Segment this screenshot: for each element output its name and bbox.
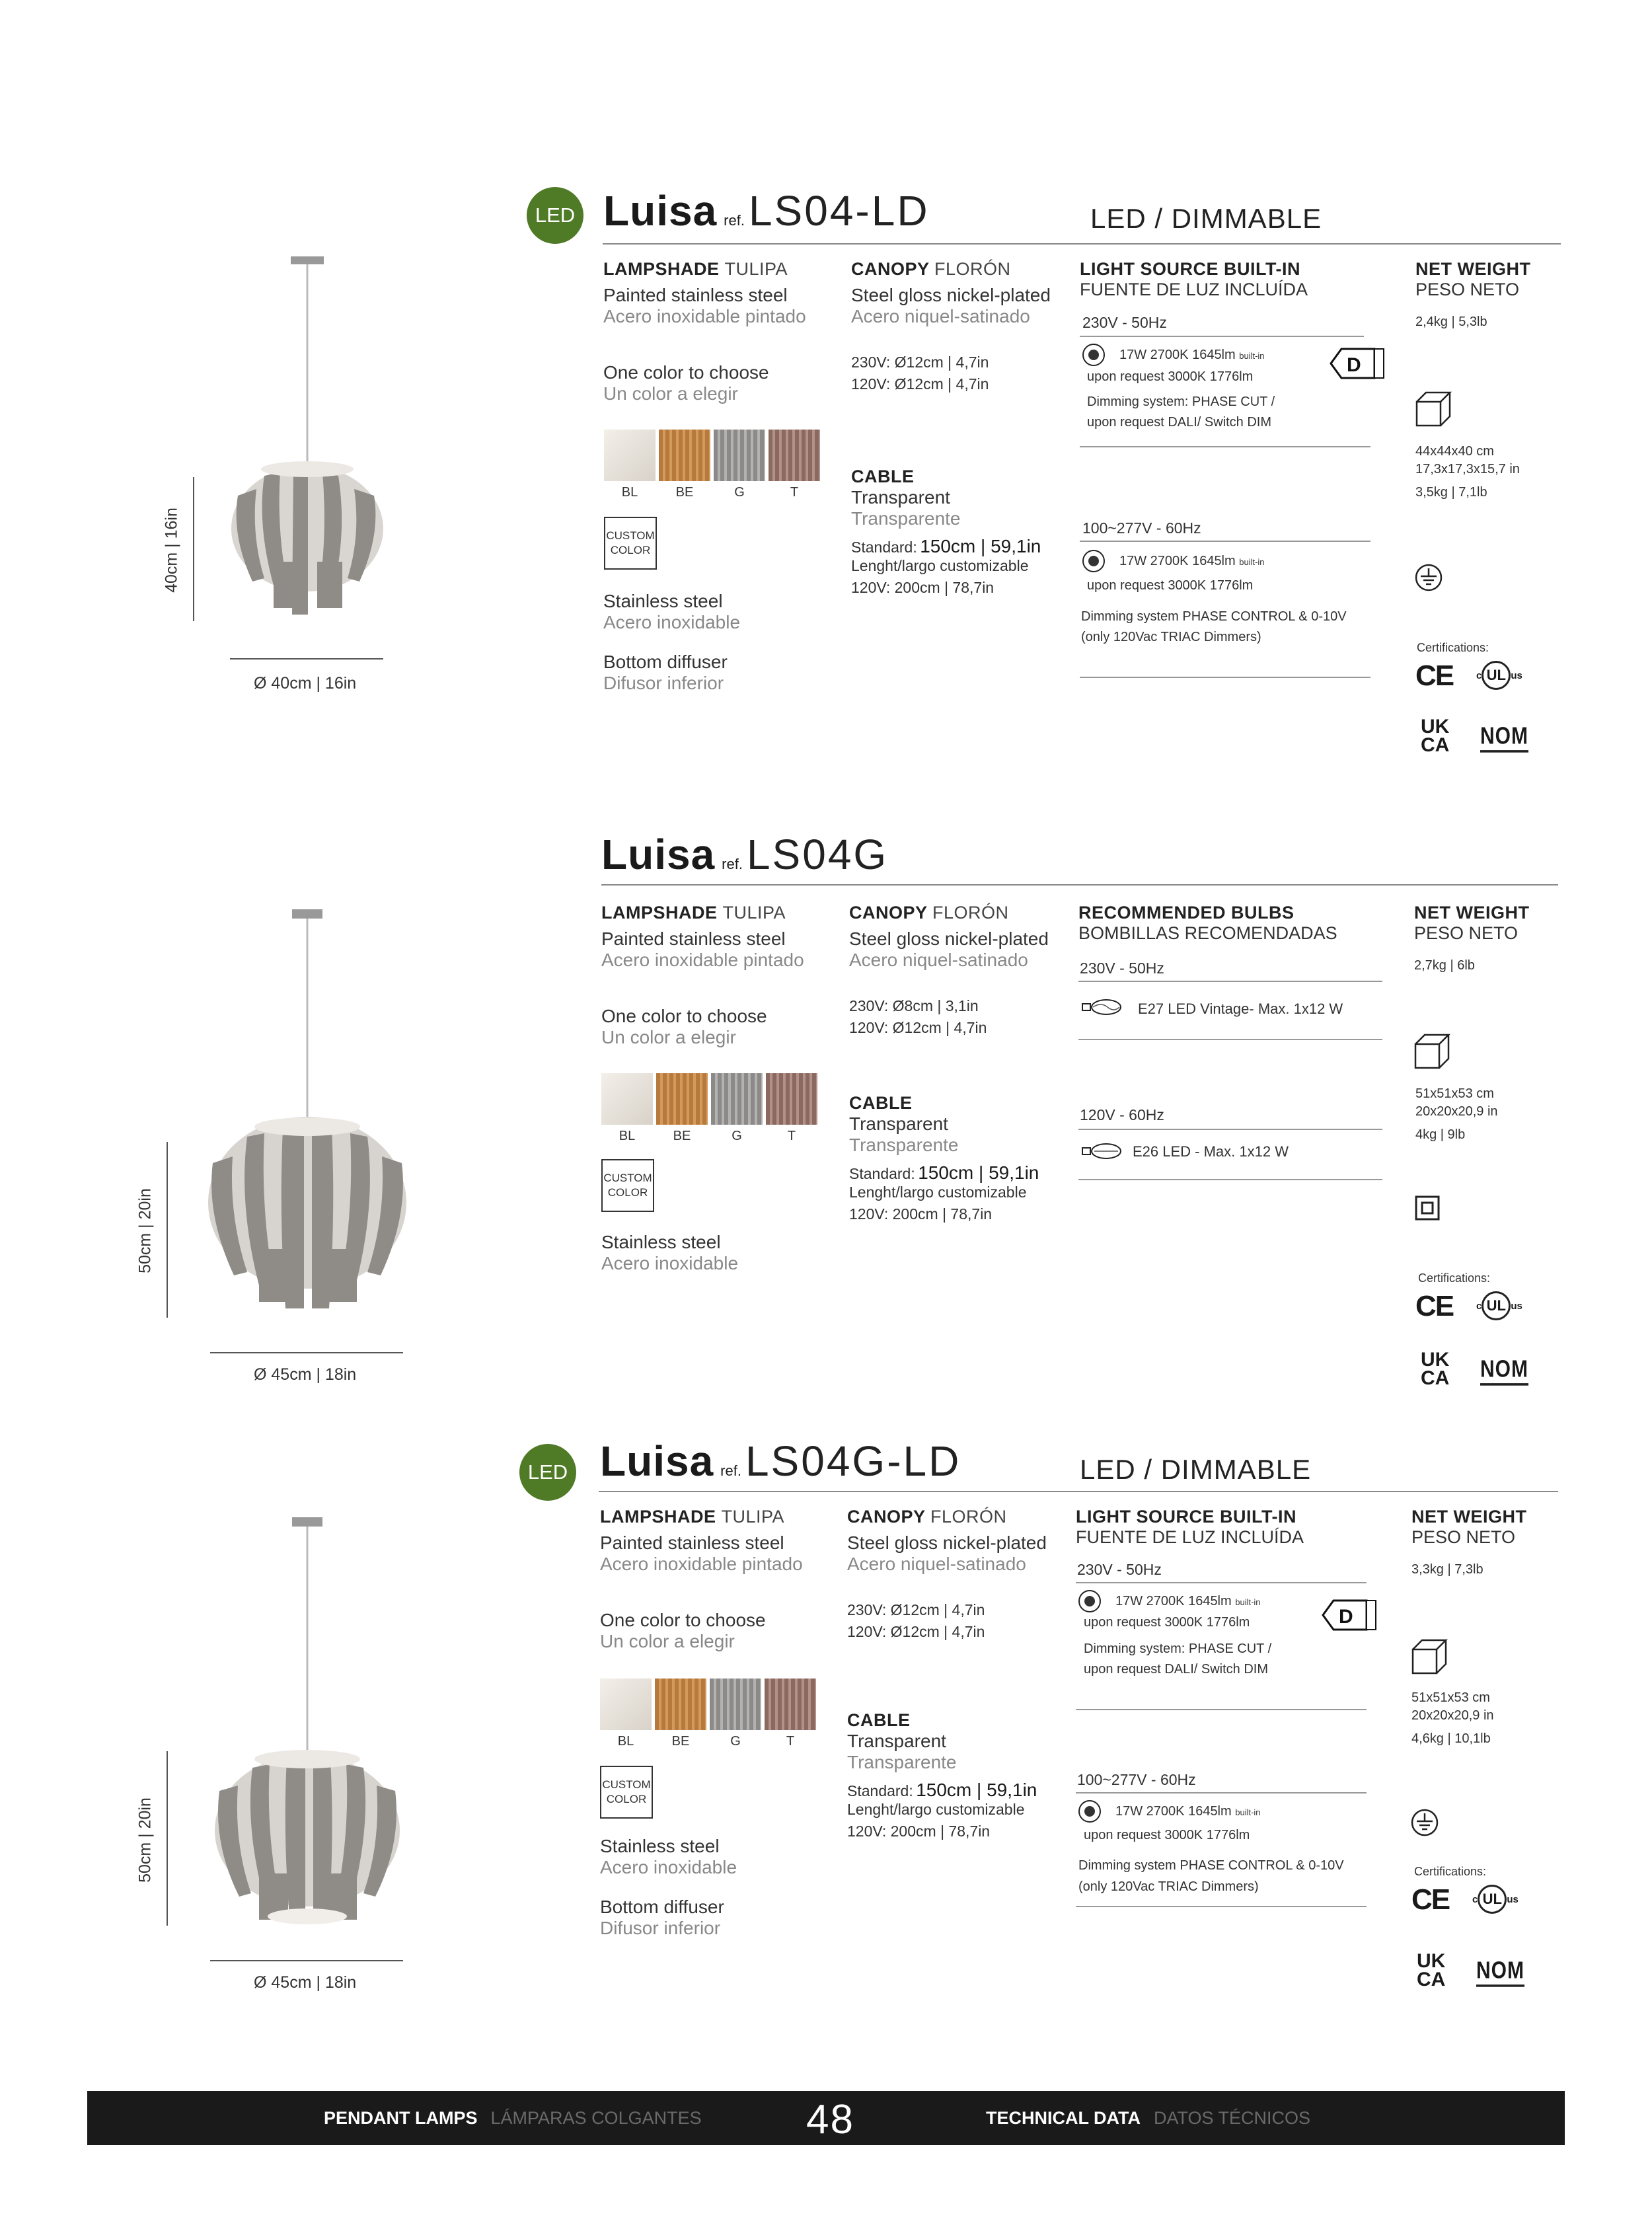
- lamp-photo-ls04-ld: [225, 251, 396, 634]
- v2-dimming-2: (only 120Vac TRIAC Dimmers): [1081, 630, 1261, 644]
- cert-label: Certifications:: [1418, 1271, 1491, 1285]
- net-weight-heading-es: PESO NETO: [1414, 923, 1519, 943]
- ul-mark-icon: c UL us: [1476, 661, 1522, 690]
- v2-specs: 17W 2700K 1645lm built-in: [1119, 554, 1265, 568]
- v1-dimming-2: upon request DALI/ Switch DIM: [1087, 415, 1272, 430]
- cable-standard: Standard: 150cm | 59,1in: [849, 1162, 1039, 1183]
- canopy-material-es: Acero niquel-satinado: [847, 1554, 1026, 1574]
- product-title: [603, 186, 930, 235]
- source-rule: [1078, 1179, 1382, 1180]
- swatch-t[interactable]: [769, 430, 820, 481]
- diameter-dim: Ø 45cm | 18in: [254, 1973, 357, 1992]
- led-dimmable-tag: LED / DIMMABLE: [1080, 1454, 1312, 1485]
- box-size-in: 20x20x20,9 in: [1415, 1104, 1498, 1119]
- ce-mark-icon: CE: [1415, 1290, 1454, 1322]
- v1-dimming: Dimming system: PHASE CUT /: [1084, 1642, 1272, 1656]
- swatch-label: BE: [673, 1129, 691, 1143]
- box-icon: [1410, 1638, 1448, 1676]
- cable-material-es: Transparente: [849, 1135, 959, 1155]
- height-dim: 50cm | 20in: [135, 1797, 155, 1883]
- height-dim-line: [167, 1142, 168, 1318]
- voltage-230: 230V - 50Hz: [1082, 314, 1167, 331]
- lampshade-heading: LAMPSHADE TULIPA: [601, 903, 786, 923]
- voltage-rule: [1080, 541, 1370, 542]
- swatch-bl[interactable]: [601, 1073, 653, 1125]
- lampshade-material: Painted stainless steel: [601, 928, 786, 949]
- v2-specs: 17W 2700K 1645lm built-in: [1115, 1804, 1261, 1819]
- cable-120: 120V: 200cm | 78,7in: [849, 1205, 993, 1223]
- net-weight-heading-es: PESO NETO: [1415, 280, 1520, 299]
- canopy-120: 120V: Ø12cm | 4,7in: [847, 1623, 985, 1640]
- steel-label: Stainless steel: [603, 591, 723, 611]
- cable-standard: Standard: 150cm | 59,1in: [851, 536, 1041, 556]
- swatch-g[interactable]: [714, 430, 765, 481]
- nom-mark-icon: NOM: [1476, 1957, 1524, 1986]
- cable-heading: CABLE: [849, 1093, 913, 1113]
- net-weight: 3,3kg | 7,3lb: [1411, 1562, 1483, 1577]
- source-rule: [1078, 1039, 1382, 1040]
- cable-material: Transparent: [849, 1114, 948, 1134]
- swatch-be[interactable]: [659, 430, 710, 481]
- cable-material: Transparent: [847, 1731, 946, 1751]
- light-source-heading: LIGHT SOURCE BUILT-IN: [1080, 259, 1300, 279]
- ref-label: ref.: [722, 856, 743, 872]
- vintage-bulb-icon: [1081, 998, 1123, 1016]
- custom-color-box[interactable]: CUSTOM COLOR: [601, 1159, 654, 1212]
- voltage-rule: [1080, 336, 1364, 337]
- canopy-120: 120V: Ø12cm | 4,7in: [851, 375, 989, 393]
- color-choice-es: Un color a elegir: [603, 383, 738, 404]
- swatch-label: T: [790, 485, 799, 500]
- canopy-230: 230V: Ø8cm | 3,1in: [849, 997, 979, 1014]
- ul-mark-icon: c UL us: [1476, 1291, 1522, 1320]
- swatch-t[interactable]: [765, 1679, 816, 1730]
- net-weight-heading: NET WEIGHT: [1415, 259, 1531, 279]
- cable-material: Transparent: [851, 487, 950, 508]
- ul-mark-icon: c UL us: [1472, 1885, 1519, 1914]
- net-weight-heading: NET WEIGHT: [1414, 903, 1530, 923]
- custom-color-box[interactable]: CUSTOM COLOR: [604, 517, 657, 570]
- diameter-dim-line: [230, 658, 383, 660]
- diameter-dim-line: [210, 1352, 403, 1353]
- swatch-g[interactable]: [710, 1679, 761, 1730]
- color-choice: One color to choose: [600, 1610, 766, 1630]
- swatch-label: BL: [617, 1734, 634, 1749]
- title-rule: [599, 1491, 1558, 1492]
- steel-label-es: Acero inoxidable: [600, 1857, 737, 1877]
- swatch-be[interactable]: [655, 1679, 706, 1730]
- light-source-heading-es: FUENTE DE LUZ INCLUÍDA: [1076, 1527, 1304, 1547]
- lampshade-material-es: Acero inoxidable pintado: [601, 950, 804, 970]
- recommended-bulbs-heading-es: BOMBILLAS RECOMENDADAS: [1078, 923, 1337, 943]
- diameter-dim: Ø 45cm | 18in: [254, 1365, 357, 1384]
- footer-section-right[interactable]: TECHNICAL DATA DATOS TÉCNICOS: [986, 2108, 1311, 2128]
- box-size-in: 17,3x17,3x15,7 in: [1415, 462, 1520, 476]
- lampshade-material: Painted stainless steel: [603, 285, 788, 305]
- canopy-heading: CANOPY FLORÓN: [849, 903, 1009, 923]
- canopy-230: 230V: Ø12cm | 4,7in: [851, 354, 989, 371]
- canopy-material: Steel gloss nickel-plated: [851, 285, 1051, 305]
- cable-standard: Standard: 150cm | 59,1in: [847, 1780, 1037, 1800]
- diameter-dim-line: [210, 1960, 403, 1961]
- canopy-heading: CANOPY FLORÓN: [851, 259, 1011, 279]
- ukca-mark-icon: UK CA: [1421, 1349, 1450, 1389]
- steel-label-es: Acero inoxidable: [603, 612, 741, 632]
- nom-mark-icon: NOM: [1480, 1356, 1528, 1385]
- v2-request: upon request 3000K 1776lm: [1087, 578, 1254, 593]
- led-source-icon: [1078, 1590, 1101, 1612]
- net-weight-heading: NET WEIGHT: [1411, 1507, 1527, 1527]
- color-choice: One color to choose: [603, 362, 769, 383]
- net-weight: 2,4kg | 5,3lb: [1415, 315, 1487, 329]
- lamp-photo-ls04g-ld: [198, 1513, 416, 1936]
- diffuser-label: Bottom diffuser: [600, 1897, 724, 1917]
- bulb-230: E27 LED Vintage- Max. 1x12 W: [1138, 1000, 1343, 1017]
- color-choice-es: Un color a elegir: [600, 1631, 735, 1651]
- swatch-be[interactable]: [656, 1073, 708, 1125]
- canopy-material-es: Acero niquel-satinado: [849, 950, 1028, 970]
- canopy-120: 120V: Ø12cm | 4,7in: [849, 1019, 987, 1036]
- canopy-230: 230V: Ø12cm | 4,7in: [847, 1601, 985, 1618]
- voltage-rule: [1076, 1792, 1367, 1793]
- net-weight: 2,7kg | 6lb: [1414, 958, 1475, 973]
- voltage-rule: [1076, 1582, 1367, 1583]
- page-number: 48: [806, 2097, 854, 2142]
- footer-section-left[interactable]: PENDANT LAMPS LÁMPARAS COLGANTES: [324, 2108, 702, 2128]
- source-rule: [1080, 677, 1370, 678]
- v2-request: upon request 3000K 1776lm: [1084, 1828, 1250, 1842]
- cable-custom: Lenght/largo customizable: [851, 557, 1029, 574]
- lampshade-material: Painted stainless steel: [600, 1532, 784, 1553]
- lampshade-heading: LAMPSHADE TULIPA: [600, 1507, 785, 1527]
- canopy-material-es: Acero niquel-satinado: [851, 306, 1030, 326]
- color-choice-es: Un color a elegir: [601, 1027, 736, 1047]
- height-dim: 50cm | 20in: [135, 1188, 155, 1273]
- v1-specs: 17W 2700K 1645lm built-in: [1119, 348, 1265, 362]
- cable-heading: CABLE: [851, 467, 915, 486]
- v1-request: upon request 3000K 1776lm: [1087, 369, 1254, 384]
- v2-dimming: Dimming system PHASE CONTROL & 0-10V: [1078, 1858, 1344, 1873]
- swatch-t[interactable]: [766, 1073, 817, 1125]
- swatch-label: BL: [621, 485, 638, 500]
- earth-ground-icon: [1414, 563, 1443, 592]
- led-source-icon: [1082, 344, 1105, 366]
- cable-custom: Lenght/largo customizable: [847, 1801, 1025, 1818]
- steel-label: Stainless steel: [601, 1232, 721, 1252]
- lampshade-material-es: Acero inoxidable pintado: [600, 1554, 803, 1574]
- swatch-label: BE: [671, 1734, 690, 1749]
- color-choice: One color to choose: [601, 1006, 767, 1026]
- source-rule: [1076, 1906, 1367, 1907]
- v1-specs: 17W 2700K 1645lm built-in: [1115, 1594, 1261, 1608]
- cert-label: Certifications:: [1414, 1865, 1487, 1878]
- led-source-icon: [1082, 550, 1105, 572]
- source-rule: [1080, 446, 1370, 447]
- cable-heading: CABLE: [847, 1710, 911, 1730]
- footer-bar: [87, 2091, 1565, 2145]
- bulb-120: E26 LED - Max. 1x12 W: [1133, 1143, 1289, 1160]
- product-title: [600, 1437, 961, 1486]
- v1-request: upon request 3000K 1776lm: [1084, 1615, 1250, 1630]
- diffuser-label: Bottom diffuser: [603, 652, 728, 672]
- voltage-277: 100~277V - 60Hz: [1077, 1771, 1196, 1788]
- box-weight: 4,6kg | 10,1lb: [1411, 1731, 1491, 1746]
- box-weight: 3,5kg | 7,1lb: [1415, 485, 1487, 500]
- voltage-230: 230V - 50Hz: [1080, 960, 1164, 977]
- energy-label-icon: [1328, 345, 1386, 382]
- voltage-rule: [1078, 981, 1382, 982]
- cable-material-es: Transparente: [847, 1752, 957, 1772]
- double-insulation-icon: [1414, 1195, 1441, 1221]
- source-rule: [1076, 1709, 1367, 1710]
- height-dim-line: [167, 1751, 168, 1926]
- diameter-dim: Ø 40cm | 16in: [254, 674, 357, 693]
- ce-mark-icon: CE: [1411, 1883, 1450, 1916]
- swatch-label: T: [787, 1129, 796, 1143]
- box-size-cm: 51x51x53 cm: [1415, 1086, 1494, 1101]
- ukca-mark-icon: UK CA: [1421, 716, 1450, 756]
- product-code: LS04-LD: [748, 187, 930, 235]
- svg-text:D: D: [1347, 354, 1361, 376]
- led-source-icon: [1078, 1800, 1101, 1823]
- diffuser-label-es: Difusor inferior: [600, 1918, 721, 1938]
- swatch-g[interactable]: [711, 1073, 763, 1125]
- cert-label: Certifications:: [1417, 641, 1489, 654]
- voltage-277: 100~277V - 60Hz: [1082, 519, 1201, 537]
- voltage-120: 120V - 60Hz: [1080, 1106, 1164, 1123]
- lampshade-heading: LAMPSHADE TULIPA: [603, 259, 788, 279]
- voltage-rule: [1078, 1129, 1382, 1130]
- ce-mark-icon: CE: [1415, 660, 1454, 692]
- product-title: [601, 830, 888, 879]
- swatch-label: BE: [675, 485, 694, 500]
- earth-ground-icon: [1410, 1808, 1439, 1837]
- product-code: LS04G-LD: [745, 1437, 961, 1485]
- svg-text:D: D: [1339, 1606, 1353, 1628]
- box-size-cm: 44x44x40 cm: [1415, 444, 1494, 459]
- diffuser-label-es: Difusor inferior: [603, 673, 724, 693]
- height-dim: 40cm | 16in: [162, 508, 181, 593]
- swatch-label: G: [734, 485, 745, 500]
- energy-label-icon: [1320, 1597, 1378, 1634]
- swatch-bl[interactable]: [604, 430, 656, 481]
- swatch-label: G: [730, 1734, 741, 1749]
- title-rule: [603, 243, 1561, 245]
- net-weight-heading-es: PESO NETO: [1411, 1527, 1516, 1547]
- led-badge: LED: [527, 187, 583, 244]
- led-badge: LED: [519, 1444, 576, 1501]
- recommended-bulbs-heading: RECOMMENDED BULBS: [1078, 903, 1295, 923]
- ref-label: ref.: [724, 212, 745, 229]
- light-source-heading: LIGHT SOURCE BUILT-IN: [1076, 1507, 1296, 1527]
- steel-label: Stainless steel: [600, 1836, 720, 1856]
- v1-dimming-2: upon request DALI/ Switch DIM: [1084, 1662, 1269, 1677]
- title-rule: [601, 884, 1558, 886]
- led-bulb-icon: [1081, 1142, 1123, 1160]
- lampshade-material-es: Acero inoxidable pintado: [603, 306, 806, 326]
- box-size-cm: 51x51x53 cm: [1411, 1690, 1490, 1705]
- ukca-mark-icon: UK CA: [1417, 1950, 1446, 1990]
- cable-custom: Lenght/largo customizable: [849, 1184, 1027, 1201]
- canopy-material: Steel gloss nickel-plated: [849, 928, 1049, 949]
- cable-120: 120V: 200cm | 78,7in: [851, 579, 995, 596]
- v2-dimming-2: (only 120Vac TRIAC Dimmers): [1078, 1879, 1259, 1894]
- v1-dimming: Dimming system: PHASE CUT /: [1087, 395, 1275, 409]
- v2-dimming: Dimming system PHASE CONTROL & 0-10V: [1081, 609, 1347, 624]
- box-icon: [1414, 390, 1452, 428]
- product-name: Luisa: [600, 1437, 714, 1485]
- ref-label: ref.: [720, 1462, 741, 1479]
- box-weight: 4kg | 9lb: [1415, 1127, 1466, 1142]
- swatch-label: T: [786, 1734, 795, 1749]
- product-name: Luisa: [603, 187, 718, 235]
- swatch-label: BL: [619, 1129, 636, 1143]
- canopy-material: Steel gloss nickel-plated: [847, 1532, 1047, 1553]
- height-dim-line: [193, 477, 194, 621]
- custom-color-box[interactable]: CUSTOM COLOR: [600, 1766, 653, 1819]
- box-size-in: 20x20x20,9 in: [1411, 1708, 1494, 1723]
- canopy-heading: CANOPY FLORÓN: [847, 1507, 1007, 1527]
- steel-label-es: Acero inoxidable: [601, 1253, 739, 1273]
- voltage-230: 230V - 50Hz: [1077, 1561, 1162, 1578]
- lamp-photo-ls04g: [198, 905, 416, 1328]
- product-code: LS04G: [746, 831, 889, 878]
- swatch-label: G: [732, 1129, 742, 1143]
- nom-mark-icon: NOM: [1480, 723, 1528, 752]
- led-dimmable-tag: LED / DIMMABLE: [1090, 203, 1322, 234]
- product-name: Luisa: [601, 831, 716, 878]
- cable-material-es: Transparente: [851, 508, 961, 529]
- light-source-heading-es: FUENTE DE LUZ INCLUÍDA: [1080, 280, 1308, 299]
- box-icon: [1413, 1032, 1451, 1071]
- cable-120: 120V: 200cm | 78,7in: [847, 1823, 991, 1840]
- swatch-bl[interactable]: [600, 1679, 652, 1730]
